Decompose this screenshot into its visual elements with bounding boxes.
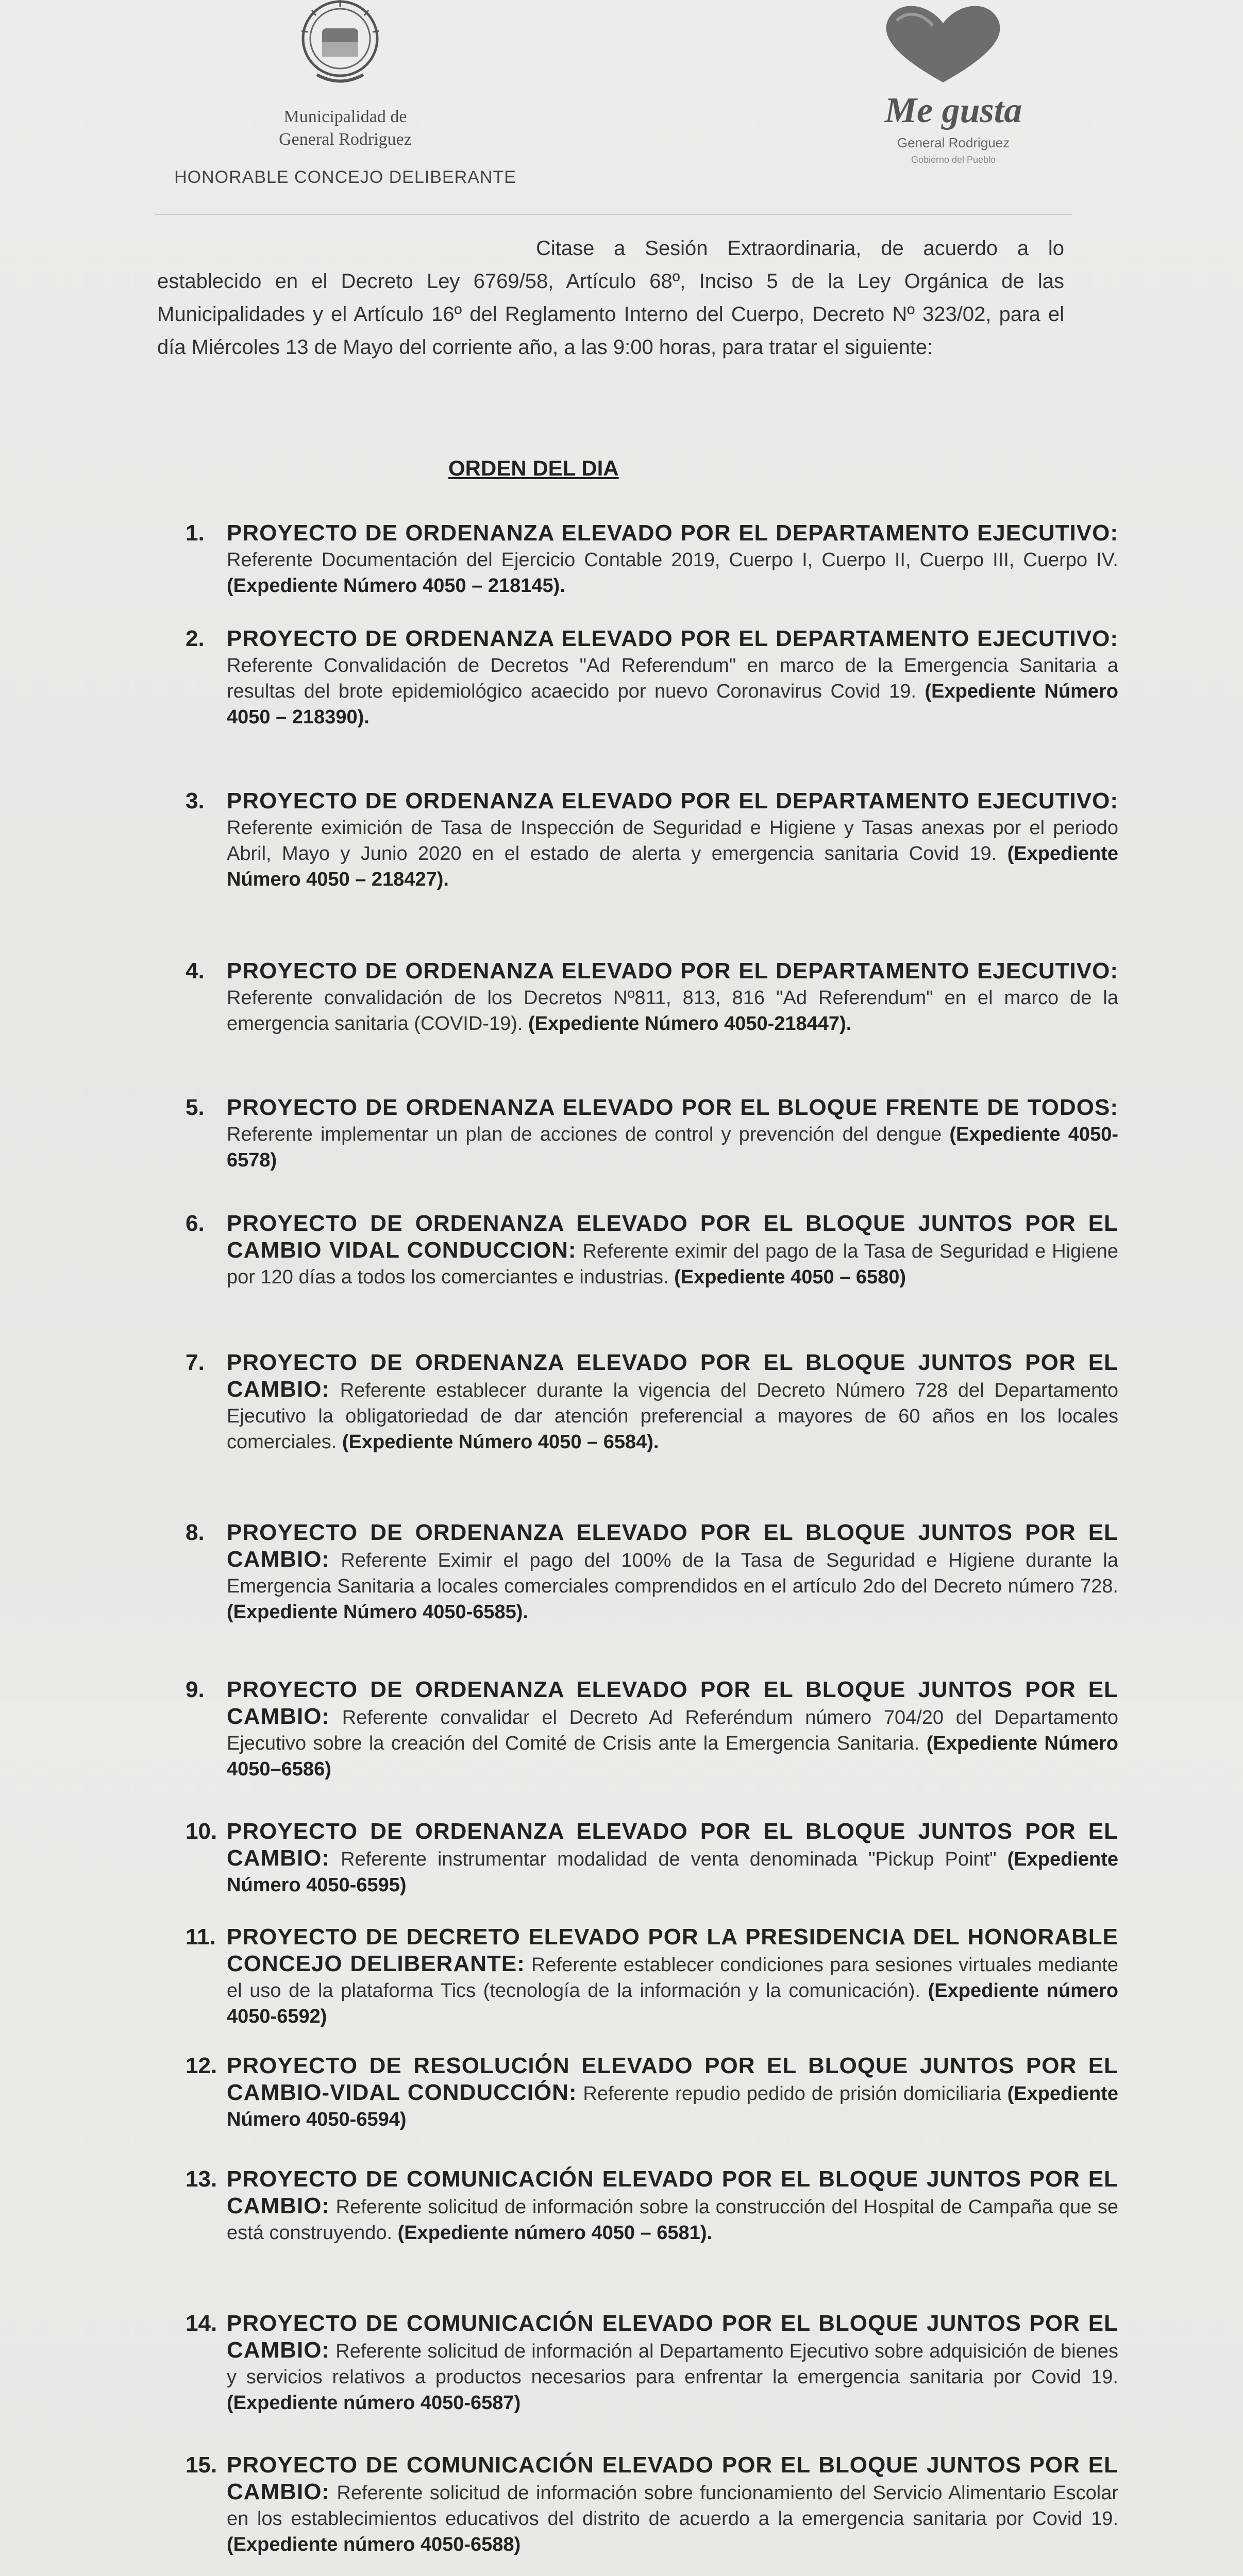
item-title: PROYECTO DE RESOLUCIÓN ELEVADO POR EL BLOQUE JUNTOS POR EL CAMBIO-VIDAL CONDUCCIÓN:: [227, 2053, 1118, 2105]
item-number: 11.: [186, 1924, 216, 1950]
item-title: PROYECTO DE DECRETO ELEVADO POR LA PRESIDENCIA DEL HONORABLE CONCEJO DELIBERANTE:: [227, 1924, 1118, 1976]
item-title: PROYECTO DE ORDENANZA ELEVADO POR EL DEPARTAMENTO EJECUTIVO:: [227, 520, 1118, 546]
item-expediente: (Expediente 4050 – 6580): [674, 1266, 906, 1288]
municipal-seal-icon: [281, 0, 399, 90]
item-expediente: (Expediente Número 4050 – 218427).: [227, 843, 1118, 890]
municipality-line-2: General Rodriguez: [279, 130, 412, 149]
item-text: Referente Convalidación de Decretos "Ad Referendum" en marco de la Emergencia Sanitaria a resultas del brote epidemiológico acaecido por nuevo Coronavirus Covid 19.: [227, 655, 1118, 702]
item-expediente: (Expediente número 4050-6592): [227, 1980, 1119, 2027]
item-expediente: (Expediente Número 4050-6595): [227, 1849, 1118, 1896]
item-expediente: (Expediente 4050-6578): [227, 1124, 1118, 1171]
item-title: PROYECTO DE ORDENANZA ELEVADO POR EL DEPARTAMENTO EJECUTIVO:: [227, 626, 1118, 651]
item-number: 15.: [186, 2452, 217, 2478]
brand-subtitle: General Rodriguez: [897, 135, 1010, 150]
item-expediente: (Expediente Número 4050-6585).: [227, 1601, 529, 1623]
item-number: 2.: [186, 626, 205, 651]
item-number: 7.: [186, 1350, 205, 1375]
item-text: Referente establecer durante la vigencia del Decreto Número 728 del Departamento Ejecutivo la obligatoriedad de dar atención preferencial a mayores de 60 años en los locales comerciales.: [227, 1380, 1118, 1453]
item-number: 14.: [186, 2311, 217, 2336]
item-text: Referente solicitud de información sobre funcionamiento del Servicio Alimentario Escolar en los establecimientos educativos del distrito de acuerdo a la emergencia sanitaria por Covid 19.: [227, 2482, 1118, 2530]
item-text: Referente convalidación de los Decretos Nº811, 813, 816 "Ad Referendum" en el marco de la emergencia sanitaria (COVID-19).: [227, 987, 1118, 1035]
item-text: Referente solicitud de información al Departamento Ejecutivo sobre adquisición de bienes y servicios relativos a productos necesarios para enfrentar la emergencia sanitaria por Covid 19.: [227, 2341, 1118, 2388]
item-title: PROYECTO DE ORDENANZA ELEVADO POR EL DEPARTAMENTO EJECUTIVO:: [227, 958, 1118, 984]
item-text: Referente eximición de Tasa de Inspección de Seguridad e Higiene y Tasas anexas por el periodo Abril, Mayo y Junio 2020 en el estado de alerta y emergencia sanitaria Covid 19.: [227, 817, 1118, 865]
item-number: 3.: [186, 788, 205, 814]
item-expediente: (Expediente Número 4050 – 218390).: [227, 681, 1118, 728]
item-expediente: (Expediente Número 4050 – 6584).: [342, 1431, 659, 1453]
item-text: Referente convalidar el Decreto Ad Referéndum número 704/20 del Departamento Ejecutivo sobre la creación del Comité de Crisis ante la Emergencia Sanitaria.: [227, 1707, 1118, 1754]
item-text: Referente repudio pedido de prisión domiciliaria: [577, 2083, 1007, 2105]
intro-paragraph: Citase a Sesión Extraordinaria, de acuerdo a lo establecido en el Decreto Ley 6769/58, Artículo 68º, Inciso 5 de la Ley Orgánica de las Municipalidades y el Artículo 16º del Reglamento Interno del Cuerpo, Decreto Nº 323/02, para el día Miércoles 13 de Mayo del corriente año, a las 9:00 horas, para tratar el siguiente:: [157, 237, 1064, 359]
item-text: Referente Eximir el pago del 100% de la Tasa de Seguridad e Higiene durante la Emergencia Sanitaria a locales comerciales comprendidos en el artículo 2do del Decreto número 728.: [227, 1550, 1118, 1597]
item-title: PROYECTO DE ORDENANZA ELEVADO POR EL BLOQUE JUNTOS POR EL CAMBIO:: [227, 1520, 1118, 1572]
item-title: PROYECTO DE ORDENANZA ELEVADO POR EL BLOQUE FRENTE DE TODOS:: [227, 1095, 1118, 1120]
brand-tagline: Gobierno del Pueblo: [911, 155, 996, 165]
heart-logo-icon: [876, 0, 1010, 88]
item-expediente: (Expediente número 4050 – 6581).: [397, 2222, 713, 2244]
item-number: 5.: [186, 1095, 205, 1120]
header-divider: [155, 214, 1072, 215]
item-title: PROYECTO DE ORDENANZA ELEVADO POR EL BLOQUE JUNTOS POR EL CAMBIO VIDAL CONDUCCION:: [227, 1211, 1118, 1263]
item-expediente: (Expediente número 4050-6588): [227, 2534, 521, 2555]
item-title: PROYECTO DE COMUNICACIÓN ELEVADO POR EL BLOQUE JUNTOS POR EL CAMBIO:: [227, 2166, 1118, 2218]
item-title: PROYECTO DE ORDENANZA ELEVADO POR EL DEPARTAMENTO EJECUTIVO:: [227, 788, 1118, 814]
agenda-title: ORDEN DEL DIA: [448, 456, 619, 480]
item-number: 9.: [186, 1677, 205, 1702]
item-text: Referente Documentación del Ejercicio Contable 2019, Cuerpo I, Cuerpo II, Cuerpo III, Cuerpo IV.: [227, 549, 1118, 571]
item-title: PROYECTO DE COMUNICACIÓN ELEVADO POR EL BLOQUE JUNTOS POR EL CAMBIO:: [227, 2452, 1118, 2504]
item-text: Referente instrumentar modalidad de venta denominada "Pickup Point": [330, 1849, 1007, 1870]
item-number: 6.: [186, 1211, 205, 1236]
municipality-name: [165, 106, 526, 151]
item-text: Referente solicitud de información sobre la construcción del Hospital de Campaña que se está construyendo.: [227, 2196, 1118, 2244]
council-name: HONORABLE CONCEJO DELIBERANTE: [174, 167, 516, 187]
municipality-line-1: Municipalidad de: [283, 107, 407, 126]
item-number: 13.: [186, 2166, 217, 2192]
item-title: PROYECTO DE COMUNICACIÓN ELEVADO POR EL BLOQUE JUNTOS POR EL CAMBIO:: [227, 2311, 1118, 2363]
item-number: 1.: [186, 520, 205, 546]
item-title: PROYECTO DE ORDENANZA ELEVADO POR EL BLOQUE JUNTOS POR EL CAMBIO:: [227, 1819, 1118, 1871]
item-number: 4.: [186, 958, 205, 984]
brand-logo-text: Me gusta: [884, 91, 1022, 130]
item-text: Referente eximir del pago de la Tasa de Seguridad e Higiene por 120 días a todos los comerciantes e industrias.: [227, 1241, 1118, 1288]
item-expediente: (Expediente Número 4050–6586): [227, 1733, 1118, 1780]
item-text: Referente establecer condiciones para sesiones virtuales mediante el uso de la plataforma Tics (tecnología de la información y la comunicación).: [227, 1954, 1118, 2002]
item-text: Referente implementar un plan de acciones de control y prevención del dengue: [227, 1124, 950, 1145]
item-expediente: (Expediente Número 4050-6594): [227, 2083, 1118, 2130]
item-title: PROYECTO DE ORDENANZA ELEVADO POR EL BLOQUE JUNTOS POR EL CAMBIO:: [227, 1677, 1118, 1729]
item-title: PROYECTO DE ORDENANZA ELEVADO POR EL BLOQUE JUNTOS POR EL CAMBIO:: [227, 1350, 1118, 1402]
item-expediente: (Expediente número 4050-6587): [227, 2392, 521, 2414]
item-expediente: (Expediente Número 4050 – 218145).: [227, 575, 565, 597]
item-number: 8.: [186, 1520, 205, 1545]
item-number: 12.: [186, 2053, 217, 2078]
item-expediente: (Expediente Número 4050-218447).: [528, 1013, 852, 1035]
item-number: 10.: [186, 1819, 217, 1844]
